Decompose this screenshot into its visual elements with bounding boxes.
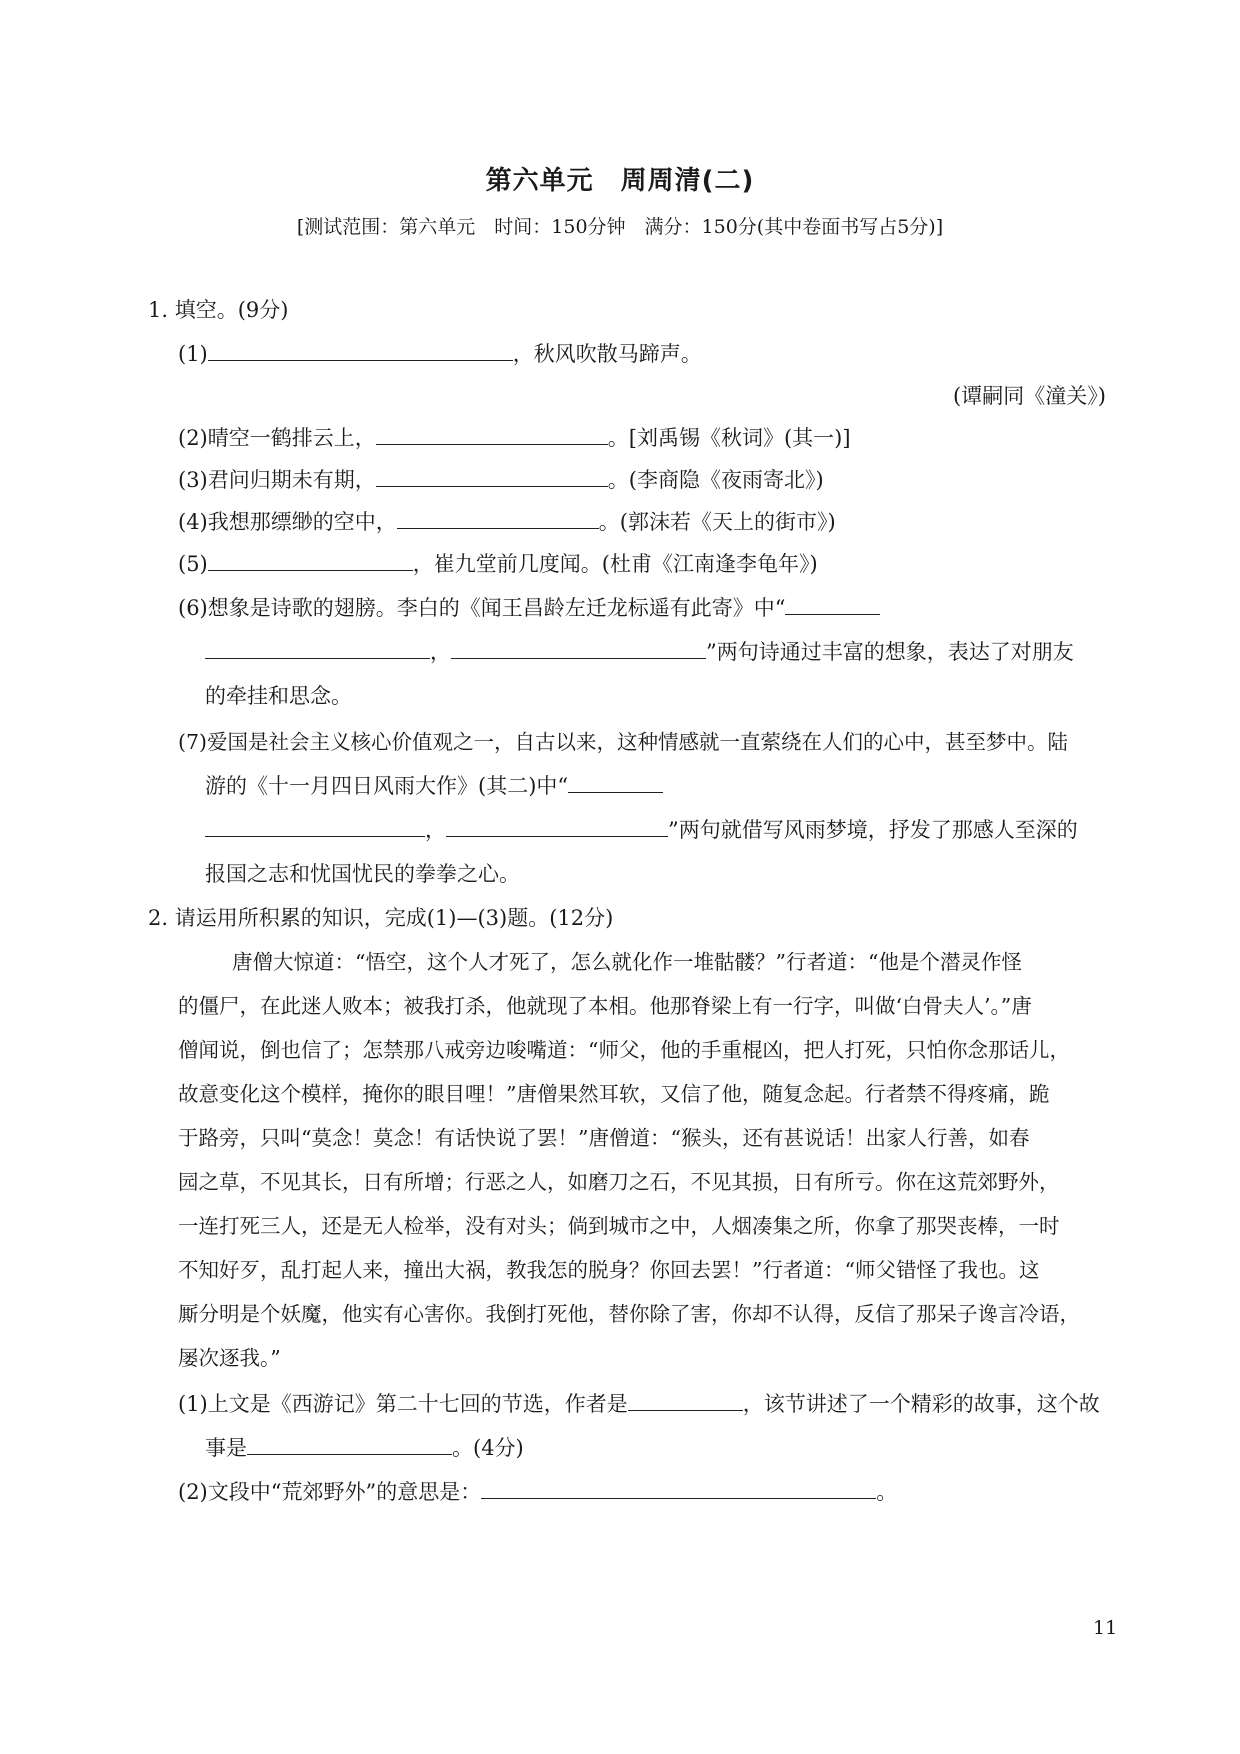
q1-item-7-line-4: 报国之志和忧国忧民的拳拳之心。: [205, 862, 520, 886]
answer-blank[interactable]: [785, 594, 880, 615]
page-number: 11: [1093, 1617, 1118, 1639]
answer-blank[interactable]: [247, 1434, 452, 1455]
q1-item-5-prefix: (5): [178, 552, 208, 576]
passage-line: 唐僧大惊道：“悟空，这个人才死了，怎么就化作一堆骷髅？”行者道：“他是个潜灵作怪: [232, 950, 1022, 974]
answer-blank[interactable]: [628, 1390, 743, 1411]
q1-item-1-suffix: ，秋风吹散马蹄声。: [512, 342, 702, 366]
q2-sub-1-line-2-prefix: 事是: [205, 1436, 247, 1460]
q1-item-7-line-2: [205, 772, 663, 800]
q1-item-6-text: (6)想象是诗歌的翅膀。李白的《闻王昌龄左迁龙标遥有此寄》中“: [178, 596, 786, 620]
q2-sub-1-suffix: ，该节讲述了一个精彩的故事，这个故: [742, 1392, 1100, 1416]
q1-item-7-suffix: ”两句就借写风雨梦境，抒发了那感人至深的: [668, 818, 1078, 842]
q1-heading: 1. 填空。(9分): [148, 298, 289, 322]
q2-sub-2-prefix: (2)文段中“荒郊野外”的意思是：: [178, 1480, 482, 1504]
q1-item-5-suffix: ，崔九堂前几度闻。(杜甫《江南逢李龟年》): [412, 552, 818, 576]
q1-item-7-line-3: [205, 816, 1078, 844]
q1-item-7-text: 游的《十一月四日风雨大作》(其二)中“: [205, 774, 569, 798]
q1-item-1-source: (谭嗣同《潼关》): [953, 384, 1106, 408]
answer-blank[interactable]: [451, 638, 706, 659]
q1-item-2-prefix: (2)晴空一鹤排云上，: [178, 426, 376, 450]
passage-line: 不知好歹，乱打起人来，撞出大祸，教我怎的脱身？你回去罢！”行者道：“师父错怪了我也。这: [178, 1258, 1040, 1282]
q1-item-4: [178, 508, 836, 536]
q2-sub-1-prefix: (1)上文是《西游记》第二十七回的节选，作者是: [178, 1392, 628, 1416]
q1-item-2-suffix: 。[刘禹锡《秋词》(其一)]: [607, 426, 851, 450]
q2-sub-1-line-2-suffix: 。(4分): [452, 1436, 524, 1460]
passage-line: 于路旁，只叫“莫念！莫念！有话快说了罢！”唐僧道：“猴头，还有甚说话！出家人行善，如春: [178, 1126, 1030, 1150]
answer-blank[interactable]: [205, 638, 430, 659]
passage-line: 厮分明是个妖魔，他实有心害你。我倒打死他，替你除了害，你却不认得，反信了那呆子谗言冷语，: [178, 1302, 1080, 1326]
q1-item-6-comma: ，: [430, 640, 451, 664]
q1-item-2: [178, 424, 851, 452]
q1-item-7-line-1: (7)爱国是社会主义核心价值观之一，自古以来，这种情感就一直萦绕在人们的心中，甚至梦中。陆: [178, 730, 1069, 754]
q2-sub-1-line-2: [205, 1434, 524, 1462]
q1-item-5: [178, 550, 818, 578]
q1-item-3-suffix: 。(李商隐《夜雨寄北》): [607, 468, 824, 492]
answer-blank[interactable]: [568, 772, 663, 793]
q1-item-1-prefix: (1): [178, 342, 208, 366]
test-scope: [测试范围：第六单元 时间：150分钟 满分：150分(其中卷面书写占5分)]: [296, 216, 944, 238]
q1-item-3: [178, 466, 824, 494]
q2-sub-1-line-1: [178, 1390, 1100, 1418]
passage-line: 的僵尸，在此迷人败本；被我打杀，他就现了本相。他那脊梁上有一行字，叫做‘白骨夫人’。”唐: [178, 994, 1032, 1018]
q1-item-6-line-3: 的牵挂和思念。: [205, 684, 352, 708]
q2-sub-2-suffix: 。: [876, 1480, 898, 1504]
q1-item-6-suffix: ”两句诗通过丰富的想象，表达了对朋友: [706, 640, 1074, 664]
answer-blank[interactable]: [397, 508, 599, 529]
answer-blank[interactable]: [376, 424, 608, 445]
passage-line: 一连打死三人，还是无人检举，没有对头；倘到城市之中，人烟凑集之所，你拿了那哭丧棒，一时: [178, 1214, 1060, 1238]
passage-line: 园之草，不见其长，日有所增；行恶之人，如磨刀之石，不见其损，日有所亏。你在这荒郊野外，: [178, 1170, 1060, 1194]
q2-sub-2: [178, 1478, 897, 1506]
q1-item-7-comma: ，: [425, 818, 446, 842]
answer-blank[interactable]: [205, 816, 425, 837]
answer-blank[interactable]: [481, 1478, 876, 1499]
q1-item-4-suffix: 。(郭沫若《天上的街市》): [598, 510, 836, 534]
q1-item-4-prefix: (4)我想那缥缈的空中，: [178, 510, 397, 534]
passage-line: 僧闻说，倒也信了；怎禁那八戒旁边唆嘴道：“师父，他的手重棍凶，把人打死，只怕你念那话儿，: [178, 1038, 1070, 1062]
answer-blank[interactable]: [376, 466, 608, 487]
answer-blank[interactable]: [208, 550, 413, 571]
passage-line: 屡次逐我。”: [178, 1346, 281, 1370]
page-title: 第六单元 周周清(二): [485, 166, 755, 196]
answer-blank[interactable]: [208, 340, 513, 361]
q1-item-6-line-2: [205, 638, 1074, 666]
passage-line: 故意变化这个模样，掩你的眼目哩！”唐僧果然耳软，又信了他，随复念起。行者禁不得疼痛，跪: [178, 1082, 1050, 1106]
q1-item-1: [178, 340, 702, 368]
q2-heading: 2. 请运用所积累的知识，完成(1)—(3)题。(12分): [148, 906, 614, 930]
q1-item-3-prefix: (3)君问归期未有期，: [178, 468, 376, 492]
answer-blank[interactable]: [446, 816, 668, 837]
q1-item-6-line-1: [178, 594, 880, 622]
